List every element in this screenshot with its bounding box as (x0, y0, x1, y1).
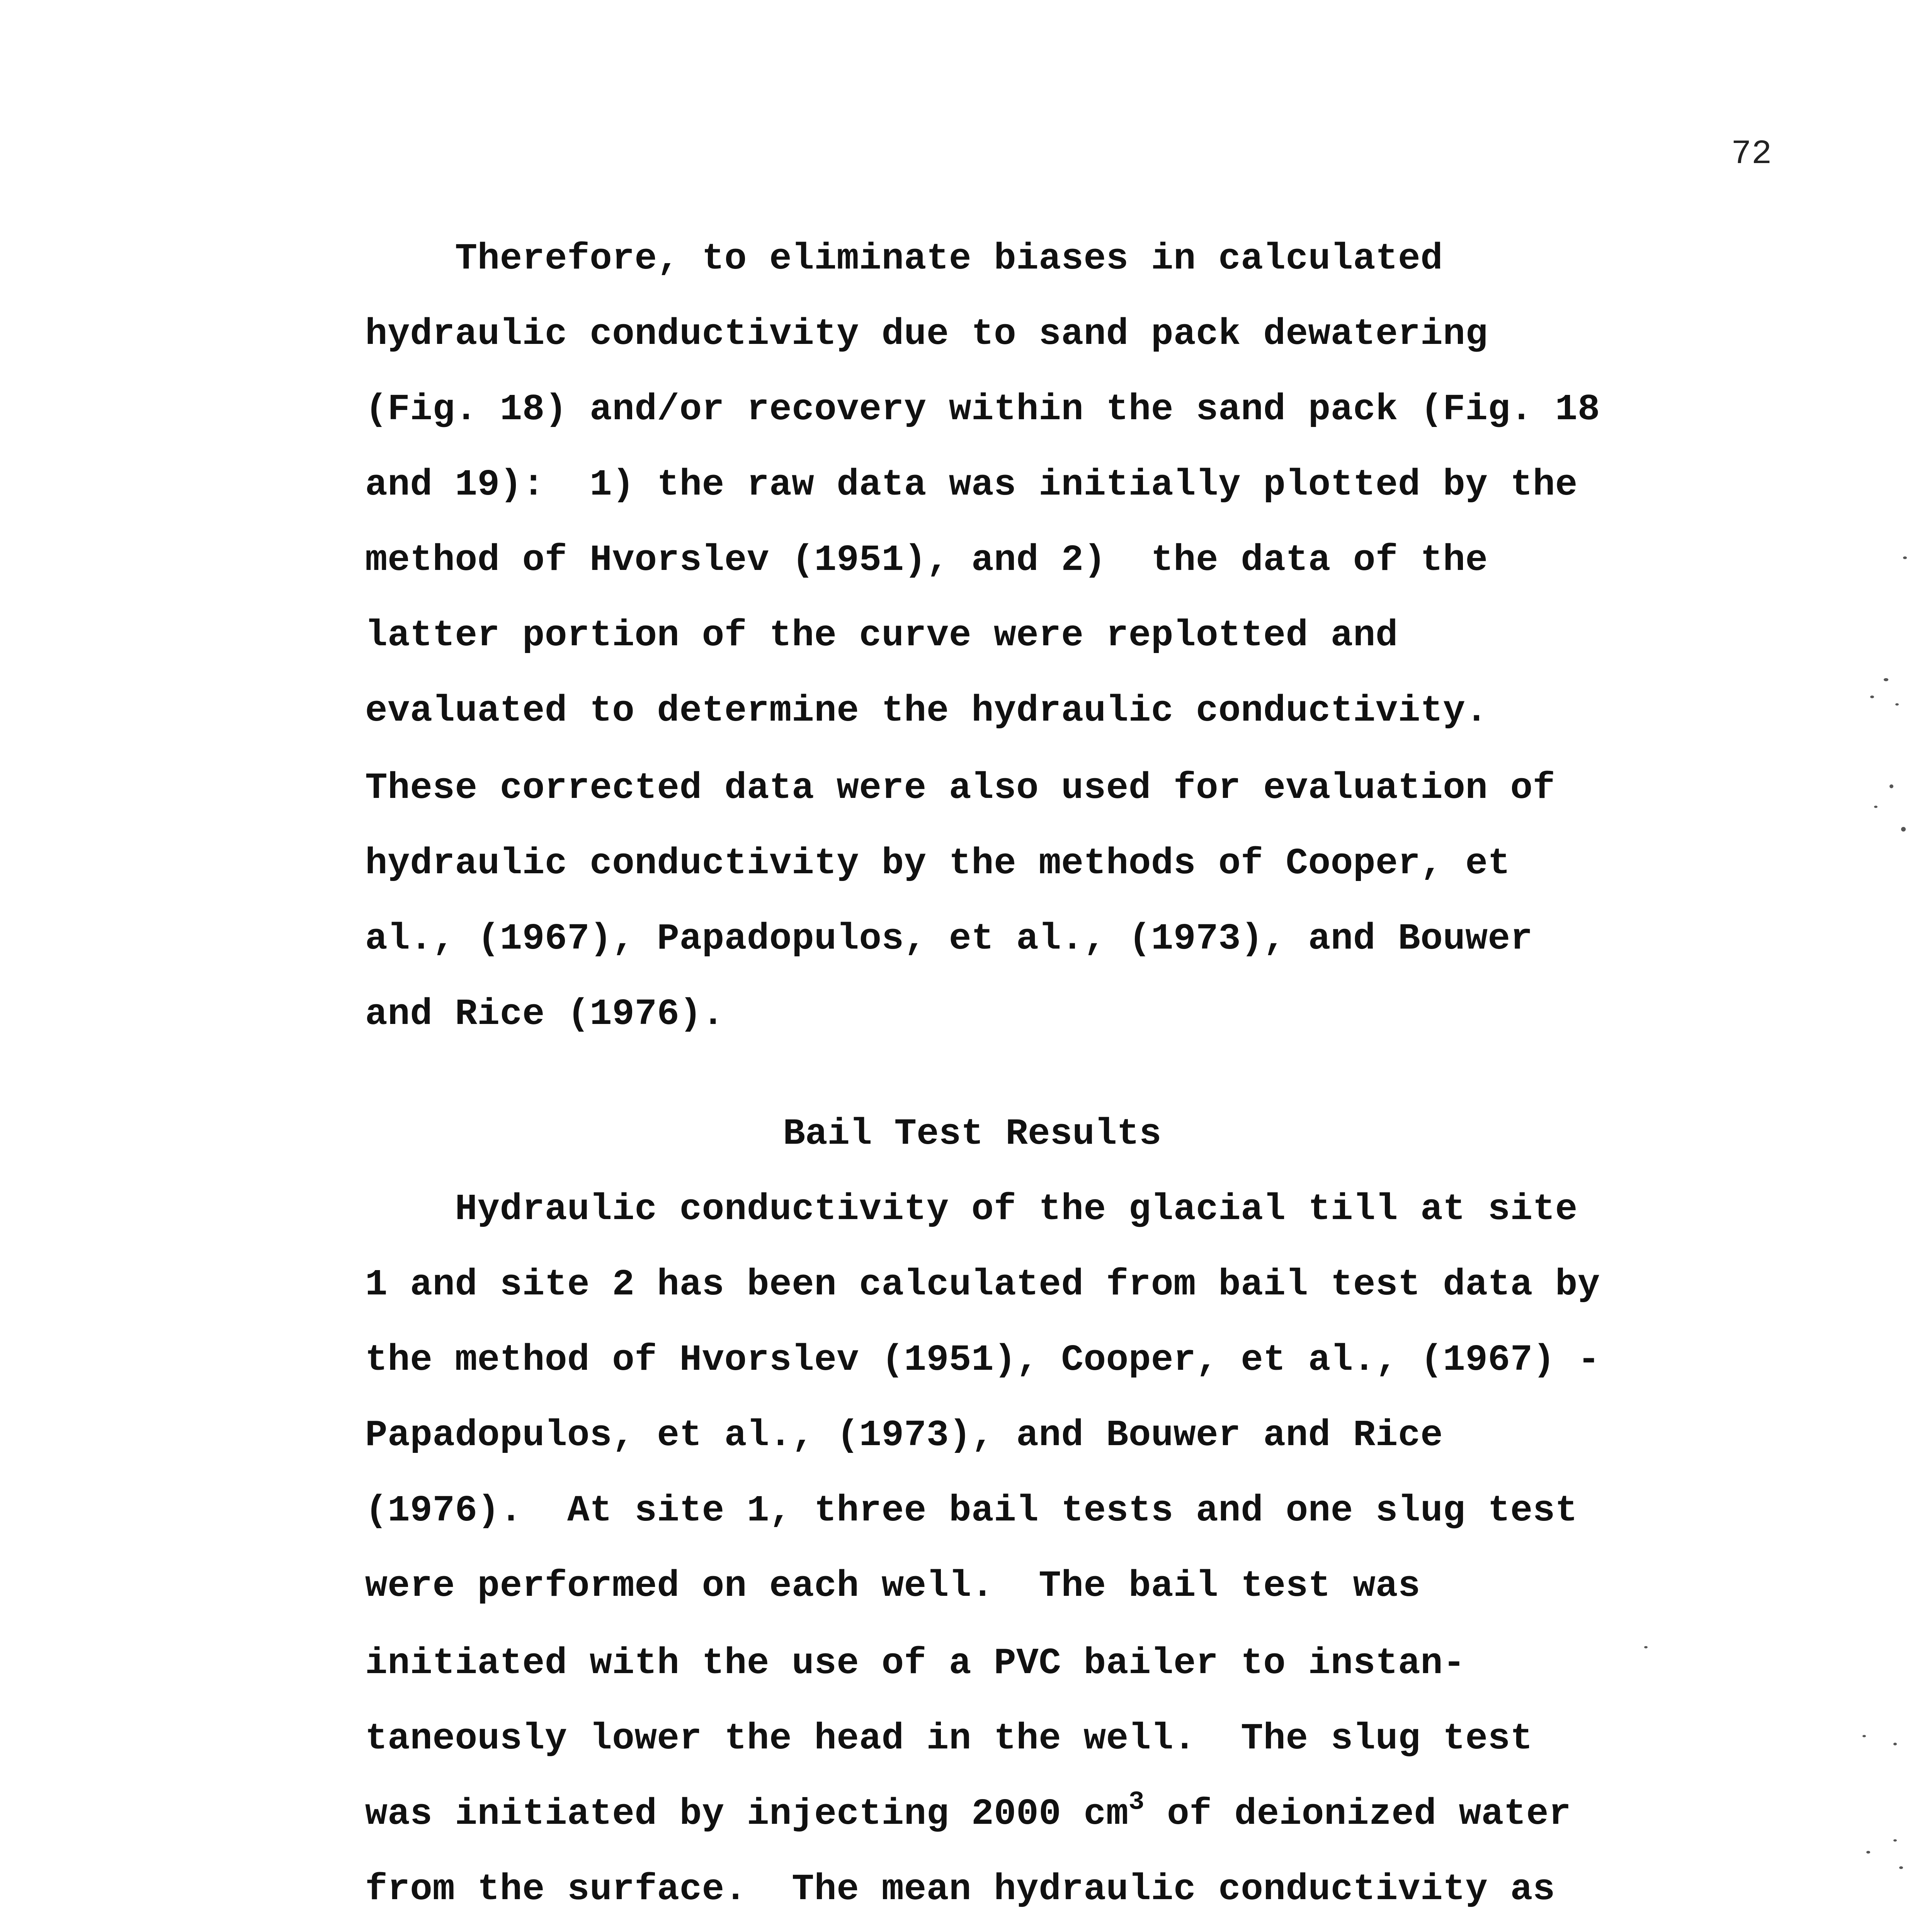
text-line: al., (1967), Papadopulos, et al., (1973), and Bouwer (365, 918, 1533, 960)
text-line: Papadopulos, et al., (1973), and Bouwer and Rice (365, 1414, 1443, 1456)
text-line: initiated with the use of a PVC bailer to instan- (365, 1642, 1466, 1684)
page-number: 72 (1731, 135, 1772, 173)
text-line: (Fig. 18) and/or recovery within the sand pack (Fig. 18 (365, 388, 1600, 430)
text-line: (1976). At site 1, three bail tests and one slug test (365, 1490, 1578, 1532)
scan-speck (1901, 827, 1906, 832)
scan-speck (1893, 1839, 1897, 1842)
text-line: method of Hvorslev (1951), and 2) the data of the (365, 539, 1488, 581)
text-line: 1 and site 2 has been calculated from bail test data by (365, 1264, 1600, 1306)
text-line: hydraulic conductivity by the methods of Cooper, et (365, 842, 1510, 884)
text-line: These corrected data were also used for evaluation of (365, 767, 1555, 809)
scan-speck (1893, 1743, 1897, 1745)
text-line: and Rice (1976). (365, 993, 724, 1035)
text-line: Hydraulic conductivity of the glacial till at site (365, 1188, 1578, 1230)
scan-speck (1889, 784, 1893, 788)
text-line: hydraulic conductivity due to sand pack dewatering (365, 313, 1488, 355)
text-segment: was initiated by injecting 2000 cm (365, 1793, 1129, 1835)
scan-speck (1874, 806, 1878, 808)
scan-speck (1903, 556, 1907, 559)
scan-speck (1866, 1851, 1870, 1854)
scan-speck (1870, 696, 1874, 698)
superscript: 3 (1128, 1787, 1145, 1817)
text-line-injection (365, 1787, 1571, 1835)
scan-speck (1884, 678, 1888, 681)
text-line: and 19): 1) the raw data was initially plotted by the (365, 464, 1578, 506)
text-line: evaluated to determine the hydraulic conductivity. (365, 690, 1488, 732)
section-heading: Bail Test Results (783, 1113, 1162, 1155)
scan-speck (1862, 1735, 1866, 1737)
scan-speck (1895, 703, 1899, 706)
text-line: Therefore, to eliminate biases in calculated (365, 238, 1443, 280)
scan-speck (1644, 1646, 1648, 1648)
text-segment: of deionized water (1145, 1793, 1571, 1835)
text-line: latter portion of the curve were replotted and (365, 614, 1398, 656)
text-line: from the surface. The mean hydraulic conductivity as (365, 1868, 1555, 1910)
scan-speck (1899, 1866, 1903, 1869)
text-line: were performed on each well. The bail test was (365, 1565, 1421, 1607)
text-line: the method of Hvorslev (1951), Cooper, et al., (1967) - (365, 1339, 1600, 1381)
text-line: taneously lower the head in the well. The slug test (365, 1718, 1533, 1760)
